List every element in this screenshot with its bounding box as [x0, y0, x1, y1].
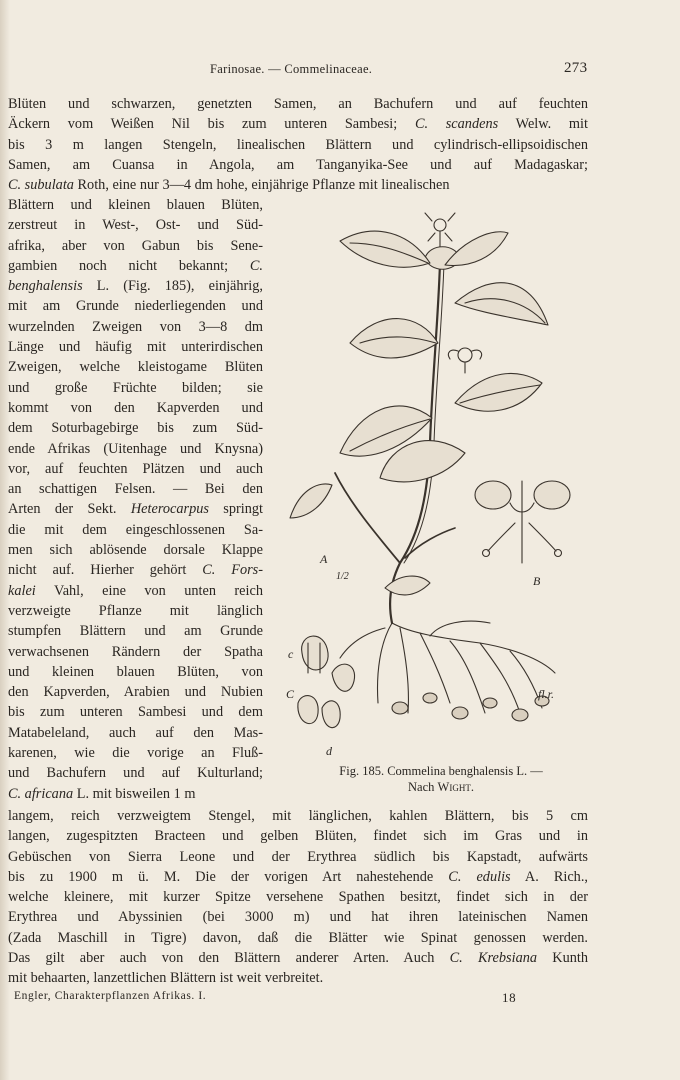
lower-branch-left — [335, 473, 400, 563]
text-line: kommt von den Kapverden und — [8, 399, 263, 416]
text-line: Zweigen, welche kleistogame Blüten — [8, 359, 263, 376]
text-line: an schattigen Felsen. — Bei den — [8, 481, 263, 498]
figure-label-c: C — [286, 687, 295, 701]
text-line: Länge und häufig mit unterirdischen — [8, 339, 263, 356]
caption-species: Commelina benghalensis L. — — [387, 764, 543, 778]
text-line: Arten der Sekt. Heterocarpus springt — [8, 501, 263, 518]
text-line: vor, auf feuchten Plätzen und auch — [8, 460, 263, 477]
text-line: (Zada Maschill in Tigre) davon, daß die Blätter wie Spinat genossen werden. — [8, 929, 588, 946]
text-line: zerstreut in West-, Ost- und Süd- — [8, 217, 263, 234]
top-flower — [434, 219, 446, 231]
text-line: langem, reich verzweigtem Stengel, mit länglichen, kahlen Blättern, bis 5 cm — [8, 808, 588, 824]
text-line: Äckern vom Weißen Nil bis zum unteren Sambesi; C. scandens Welw. mit — [8, 116, 588, 133]
bottom-paragraph — [8, 806, 588, 989]
figure-label-flr: fl.r. — [538, 687, 555, 701]
roots — [340, 621, 555, 713]
text-line: und Bachufern und auf Kulturland; — [8, 765, 263, 782]
text-line: Erythrea und Abyssinien (bei 3000 m) und hat ihren lateinischen Namen — [8, 909, 588, 926]
text-line: Blüten und schwarzen, genetzten Samen, an Bachufern und auf feuchten — [8, 96, 588, 112]
caption-source: Nach — [408, 780, 435, 794]
page-number: 273 — [564, 60, 588, 76]
figure-label-a: A — [320, 552, 328, 566]
leaf-lower-spathe — [385, 576, 430, 595]
leaf-upper-left — [350, 319, 438, 358]
text-line: Matabeleland, auch auf den Mas- — [8, 724, 263, 741]
figure-label-small-c: c — [288, 647, 294, 661]
figure-label-b: B — [533, 574, 541, 588]
text-line: wurzelnden Zweigen von 3—8 dm — [8, 318, 263, 335]
figure-caption — [296, 763, 586, 795]
caption-author: Wight. — [437, 780, 474, 794]
flower-detail-b — [475, 481, 570, 563]
text-line: men sich ablösende dorsale Klappe — [8, 542, 263, 559]
text-line: ende Afrikas (Uitenhage und Knysna) — [8, 440, 263, 457]
text-line: karenen, wie die vorige an Fluß- — [8, 745, 263, 762]
plant-drawing — [280, 203, 580, 763]
text-line: nicht auf. Hierher gehört C. Fors- — [8, 562, 263, 579]
top-paragraph — [8, 94, 588, 195]
figure-label-scale: 1/2 — [336, 571, 349, 582]
text-line: stumpfen Blättern und am Grunde — [8, 623, 263, 640]
text-line: C. africana L. mit bisweilen 1 m — [8, 785, 196, 802]
text-line: C. subulata Roth, eine nur 3—4 dm hohe, einjährige Pflanze mit linealischen — [8, 177, 450, 194]
figure-185-illustration — [280, 203, 580, 763]
text-line: und kleinen blauen Blüten, von — [8, 663, 263, 680]
text-line: welche kleinere, mit kurzer Spitze versehene Spathen besitzt, findet sich in der — [8, 889, 588, 906]
text-line: bis zum unteren Sambesi und dem — [8, 704, 263, 721]
figure-label-d: d — [326, 744, 332, 758]
text-line: langen, zugespitzten Bracteen und gelben Blüten, findet sich im Gras und in — [8, 828, 588, 845]
footer-book-title: Engler, Charakterpflanzen Afrikas. I. — [14, 990, 207, 1002]
leaf-upper-right — [455, 283, 548, 325]
text-line: gambien noch nicht bekannt; C. — [8, 257, 263, 274]
running-title: Farinosae. — Commelinaceae. — [210, 62, 373, 76]
text-line: Das gilt aber auch von den Blättern anderer Arten. Auch C. Krebsiana Kunth — [8, 950, 588, 967]
leaf-top-right — [445, 232, 508, 266]
text-line: Blättern und kleinen blauen Blüten, — [8, 197, 263, 213]
text-line: dem Soturbagebirge bis zum Süd- — [8, 420, 263, 437]
lower-branch-right — [405, 528, 455, 558]
text-line: die mit dem eingeschlossenen Sa- — [8, 521, 263, 538]
leaf-top-left — [340, 231, 430, 267]
text-line: Gebüschen von Sierra Leone und der Erythrea südlich bis Kapstadt, aufwärts — [8, 848, 588, 865]
text-line: kalei Vahl, eine von unten reich — [8, 582, 263, 599]
text-line: mit behaarten, lanzettlichen Blättern ist weit verbreitet. — [8, 970, 324, 987]
text-line: afrika, aber von Gabun bis Sene- — [8, 237, 263, 254]
signature-mark: 18 — [502, 990, 517, 1005]
underground-fruits — [392, 693, 549, 721]
text-line: Samen, am Cuansa in Angola, am Tanganyika-See und auf Madagaskar; — [8, 156, 588, 173]
leaf-lower-left — [290, 484, 332, 518]
text-line: bis zu 1900 m ü. M. Die der vorigen Art nahestehende C. edulis A. Rich., — [8, 868, 588, 885]
text-line: den Kapverden, Arabien und Nubien — [8, 684, 263, 701]
text-line: verwachsenen Rändern der Spatha — [8, 643, 263, 660]
text-line: benghalensis L. (Fig. 185), einjährig, — [8, 278, 263, 295]
text-line: und große Früchte bilden; sie — [8, 379, 263, 396]
left-column-text — [8, 195, 263, 804]
text-line: mit am Grunde niederliegenden und — [8, 298, 263, 315]
caption-figure-number: Fig. 185. — [339, 764, 385, 778]
text-line: verzweigte Pflanze mit länglich — [8, 602, 263, 619]
text-line: bis 3 m langen Stengeln, linealischen Blättern und cylindrisch-ellipsoidischen — [8, 136, 588, 153]
middle-flower — [458, 348, 472, 362]
